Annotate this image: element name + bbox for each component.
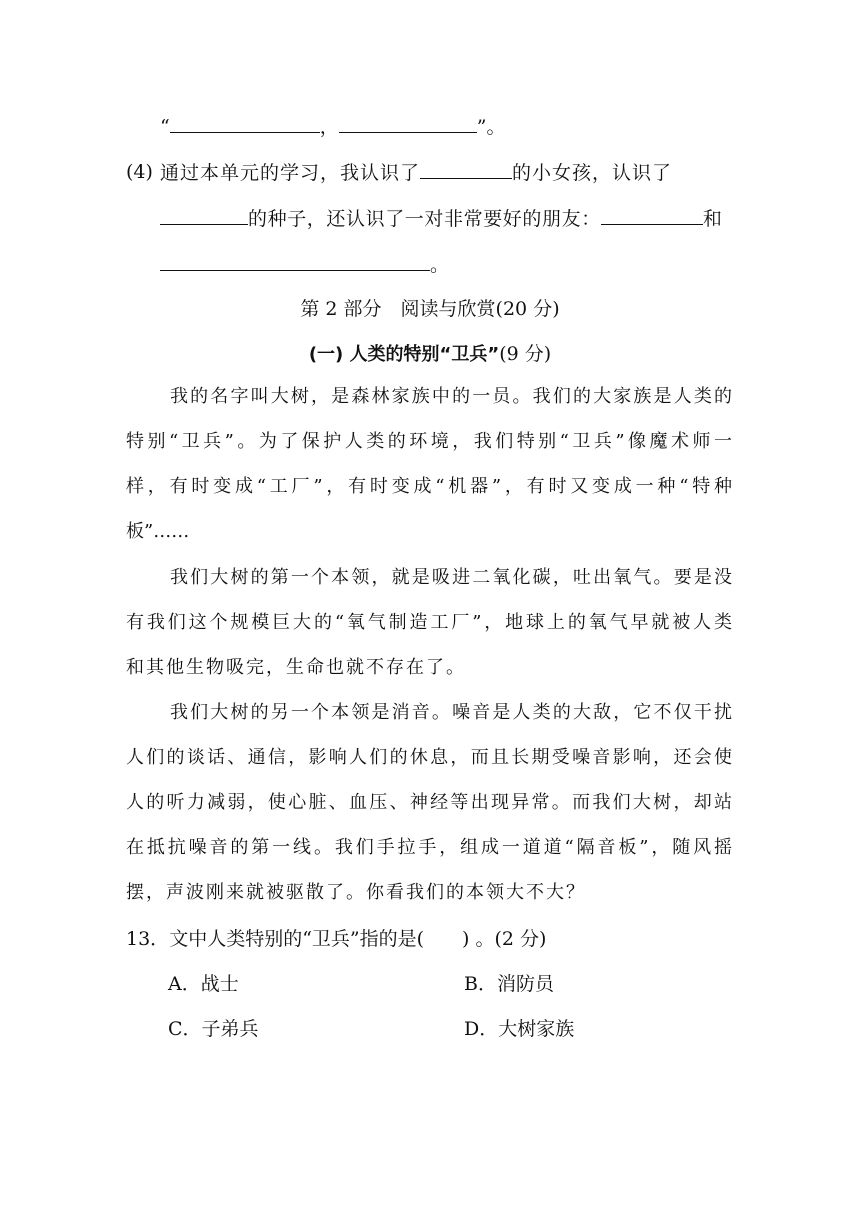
q13-number: 13． (126, 928, 170, 950)
option-b[interactable] (464, 972, 554, 996)
answer-blank[interactable] (601, 206, 703, 225)
passage-line: 摆，声波刚来就被驱散了。你看我们的本领大不大？ (126, 882, 586, 903)
answer-blank[interactable] (339, 114, 477, 133)
passage-title-text: (一) 人类的特别“卫兵” (308, 344, 500, 365)
q13-text: 文中人类特别的“卫兵”指的是( ) 。(2 分) (169, 928, 547, 950)
open-quote: “ (160, 116, 170, 138)
close-quote: ”。 (476, 116, 506, 138)
answer-blank[interactable] (420, 160, 512, 179)
passage-title (0, 342, 860, 367)
option-text: 子弟兵 (201, 1018, 259, 1040)
passage-line: 在抵抗噪音的第一线。我们手拉手，组成一道道“隔音板”，随风摇 (126, 837, 732, 858)
option-letter: B． (464, 973, 497, 995)
q4-text: 的小女孩，认识了 (512, 162, 673, 184)
passage-line: 人的听力减弱，使心脏、血压、神经等出现异常。而我们大树，却站 (126, 792, 732, 813)
answer-blank[interactable] (160, 206, 248, 225)
passage-line: 特别“卫兵”。为了保护人类的环境，我们特别“卫兵”像魔术师一 (126, 431, 732, 452)
q4-text: 。 (430, 254, 450, 276)
option-text: 战士 (200, 973, 239, 995)
q4-number: (4) (126, 161, 153, 183)
passage-line: 我们大树的第一个本领，就是吸进二氧化碳，吐出氧气。要是没 (170, 567, 732, 588)
comma: ， (319, 116, 339, 138)
option-text: 大树家族 (498, 1018, 575, 1040)
q4-text: 和 (702, 208, 723, 230)
prev-answer-line (160, 114, 505, 139)
option-d[interactable] (464, 1017, 574, 1041)
option-letter: C． (168, 1018, 202, 1040)
passage-line: 有我们这个规模巨大的“氧气制造工厂”，地球上的氧气早就被人类 (126, 612, 732, 633)
option-text: 消防员 (496, 973, 554, 995)
q13-stem (126, 927, 546, 951)
q4-line-3 (160, 252, 449, 277)
passage-line: 和其他生物吸完，生命也就不存在了。 (126, 657, 466, 678)
option-letter: A． (168, 973, 201, 995)
option-letter: D． (464, 1018, 499, 1040)
answer-blank[interactable] (160, 252, 430, 271)
q4-line-1 (160, 160, 672, 185)
passage-line: 板”…… (126, 521, 190, 542)
q4-text: 通过本单元的学习，我认识了 (160, 162, 421, 184)
q4-line-2 (160, 206, 722, 231)
option-a[interactable] (168, 972, 239, 996)
passage-line: 样，有时变成“工厂”，有时变成“机器”，有时又变成一种“特种 (126, 476, 732, 497)
passage-line: 我的名字叫大树，是森林家族中的一员。我们的大家族是人类的 (170, 386, 732, 407)
passage-line: 我们大树的另一个本领是消音。噪音是人类的大敌，它不仅干扰 (170, 702, 732, 723)
q4-text: 的种子，还认识了一对非常要好的朋友： (248, 208, 601, 230)
answer-blank[interactable] (170, 114, 320, 133)
option-c[interactable] (168, 1017, 259, 1041)
passage-line: 人们的谈话、通信，影响人们的休息，而且长期受噪音影响，还会使 (126, 747, 732, 768)
section-title: 第 2 部分 阅读与欣赏(20 分) (300, 298, 560, 320)
passage-score: (9 分) (499, 343, 552, 365)
